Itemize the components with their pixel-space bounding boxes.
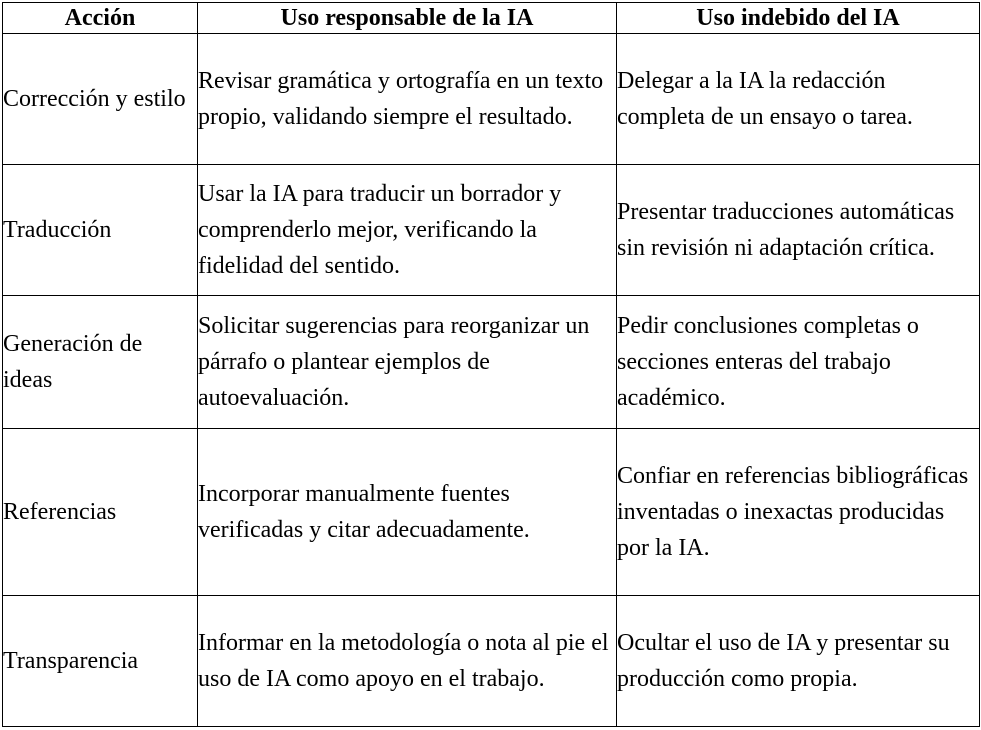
header-action: Acción xyxy=(3,3,198,34)
cell-responsible-use: Usar la IA para traducir un borrador y comprenderlo mejor, verificando la fidelidad del sentido. xyxy=(198,165,617,296)
cell-misuse: Ocultar el uso de IA y presentar su producción como propia. xyxy=(617,596,980,727)
table-row xyxy=(3,296,980,429)
cell-responsible-use: Informar en la metodología o nota al pie el uso de IA como apoyo en el trabajo. xyxy=(198,596,617,727)
header-misuse: Uso indebido del IA xyxy=(617,3,980,34)
header-row xyxy=(3,3,980,34)
table-row xyxy=(3,429,980,596)
header-responsible-use: Uso responsable de la IA xyxy=(198,3,617,34)
table-row xyxy=(3,165,980,296)
cell-action: Corrección y estilo xyxy=(3,34,198,165)
cell-action: Transparencia xyxy=(3,596,198,727)
cell-misuse: Confiar en referencias bibliográficas inventadas o inexactas producidas por la IA. xyxy=(617,429,980,596)
cell-action: Generación de ideas xyxy=(3,296,198,429)
table-row xyxy=(3,596,980,727)
ai-use-table xyxy=(2,2,980,727)
cell-action: Traducción xyxy=(3,165,198,296)
cell-action: Referencias xyxy=(3,429,198,596)
cell-responsible-use: Solicitar sugerencias para reorganizar un párrafo o plantear ejemplos de autoevaluación. xyxy=(198,296,617,429)
table-row xyxy=(3,34,980,165)
cell-responsible-use: Incorporar manualmente fuentes verificadas y citar adecuadamente. xyxy=(198,429,617,596)
cell-misuse: Presentar traducciones automáticas sin revisión ni adaptación crítica. xyxy=(617,165,980,296)
cell-responsible-use: Revisar gramática y ortografía en un texto propio, validando siempre el resultado. xyxy=(198,34,617,165)
cell-misuse: Delegar a la IA la redacción completa de un ensayo o tarea. xyxy=(617,34,980,165)
cell-misuse: Pedir conclusiones completas o secciones enteras del trabajo académico. xyxy=(617,296,980,429)
